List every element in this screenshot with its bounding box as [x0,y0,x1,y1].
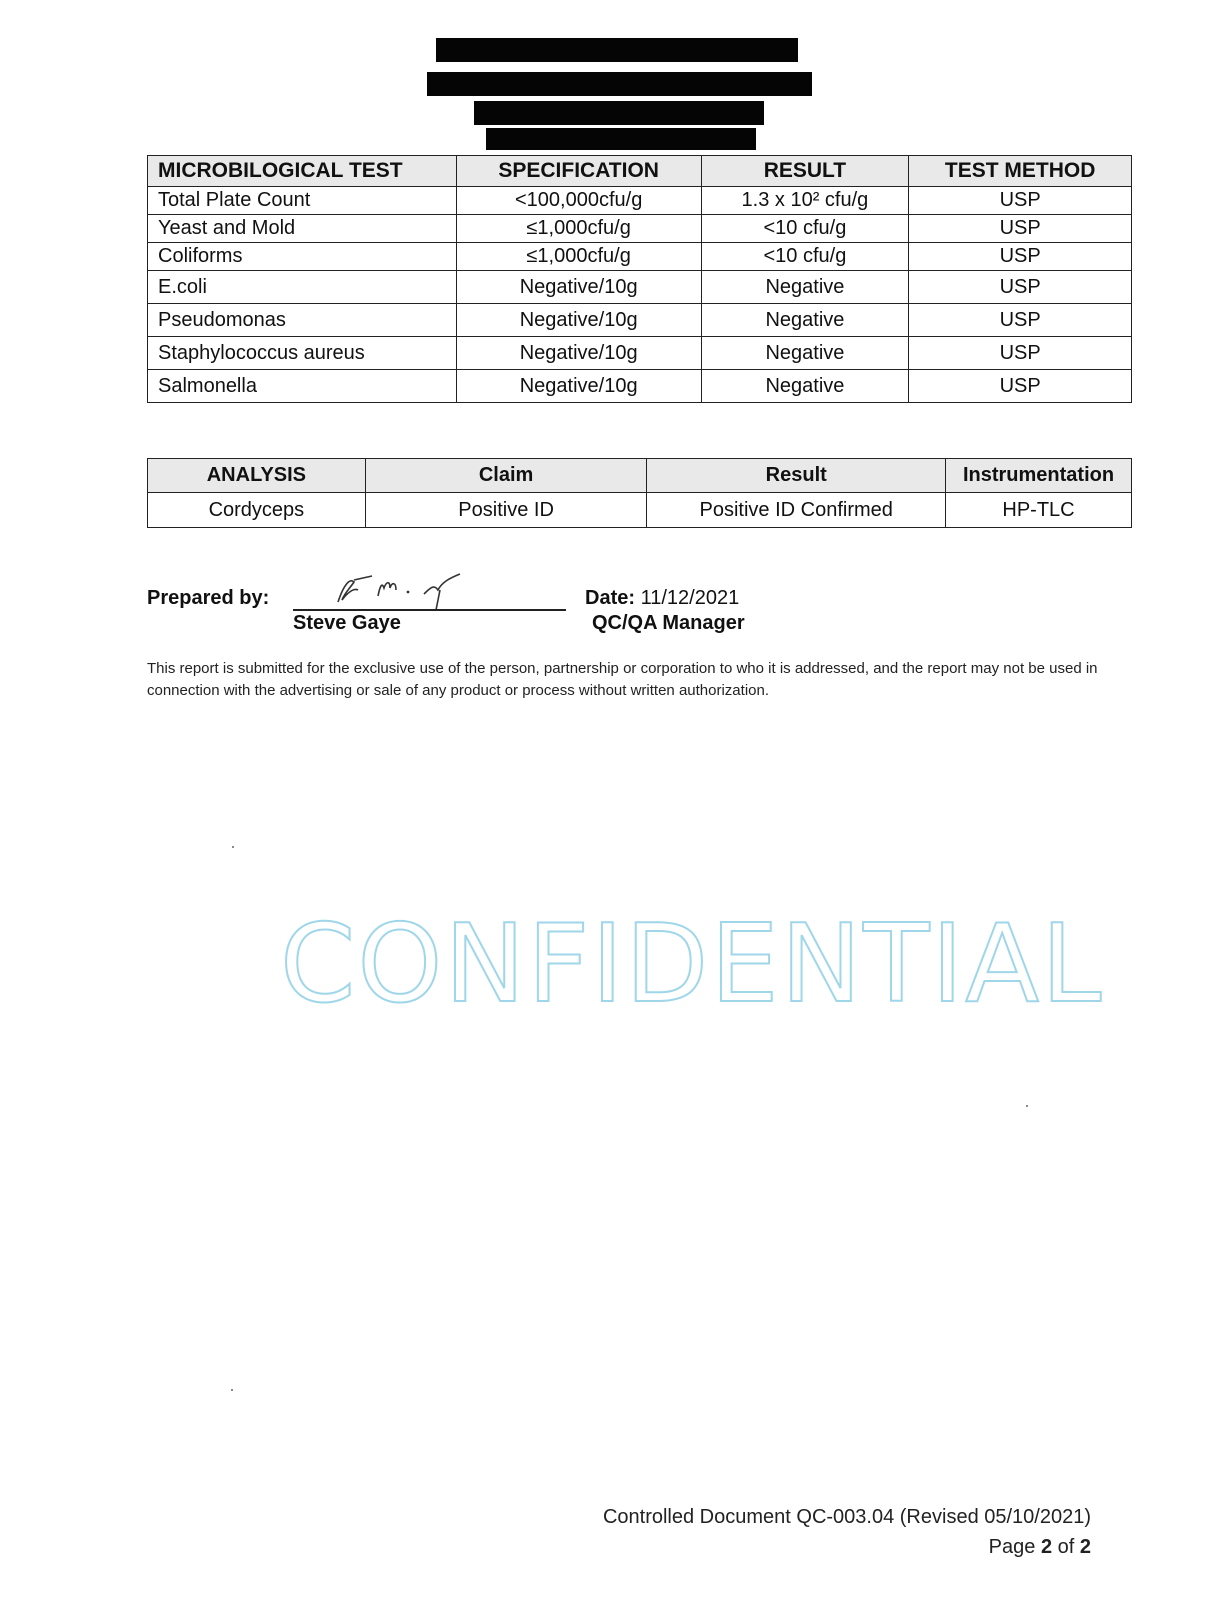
column-header-claim: Claim [365,459,647,493]
table-header-row [148,459,1132,493]
result-cell: Negative [701,304,909,337]
column-header-instrumentation: Instrumentation [946,459,1132,493]
test-name-cell: Coliforms [148,243,457,271]
test-method-cell: USP [909,370,1132,403]
result-cell: Negative [701,337,909,370]
specification-cell: Negative/10g [456,304,701,337]
scan-speck [232,846,234,848]
result-cell: Negative [701,370,909,403]
analysis-cell: Cordyceps [148,493,366,528]
scan-speck [231,1389,233,1391]
test-name-cell: E.coli [148,271,457,304]
redacted-address-line-2 [474,101,764,125]
result-cell: Positive ID Confirmed [647,493,946,528]
result-cell: 1.3 x 10² cfu/g [701,187,909,215]
result-cell: <10 cfu/g [701,215,909,243]
prepared-by-label: Prepared by: [147,587,270,609]
page-prefix: Page [988,1536,1036,1558]
test-method-cell: USP [909,187,1132,215]
specification-cell: <100,000cfu/g [456,187,701,215]
table-row [148,304,1132,337]
test-name-cell: Staphylococcus aureus [148,337,457,370]
result-cell: Negative [701,271,909,304]
specification-cell: Negative/10g [456,370,701,403]
preparer-title: QC/QA Manager [592,612,745,634]
table-row [148,271,1132,304]
page-current: 2 [1040,1536,1053,1558]
column-header-specification: SPECIFICATION [456,156,701,187]
test-name-cell: Total Plate Count [148,187,457,215]
page-total: 2 [1079,1536,1091,1558]
redacted-company-name [436,38,798,62]
test-method-cell: USP [909,215,1132,243]
page-number [989,1536,1091,1559]
date-block [585,587,739,610]
date-label: Date: [585,587,636,609]
redacted-address-line-1 [427,72,812,96]
scan-speck [1026,1105,1028,1107]
column-header-result: RESULT [701,156,909,187]
test-method-cell: USP [909,243,1132,271]
table-header-row [148,156,1132,187]
test-name-cell: Yeast and Mold [148,215,457,243]
confidential-watermark: CONFIDENTIAL [280,902,1104,1027]
test-method-cell: USP [909,304,1132,337]
signature-image [320,570,470,612]
page-of: of [1057,1536,1075,1558]
test-method-cell: USP [909,337,1132,370]
column-header-test-method: TEST METHOD [909,156,1132,187]
microbiological-test-table [147,155,1132,403]
specification-cell: ≤1,000cfu/g [456,215,701,243]
result-cell: <10 cfu/g [701,243,909,271]
instrumentation-cell: HP-TLC [946,493,1132,528]
test-name-cell: Salmonella [148,370,457,403]
date-value: 11/12/2021 [640,587,740,609]
table-row [148,215,1132,243]
table-row [148,337,1132,370]
analysis-table [147,458,1132,528]
table-row [148,370,1132,403]
claim-cell: Positive ID [365,493,647,528]
test-name-cell: Pseudomonas [148,304,457,337]
test-method-cell: USP [909,271,1132,304]
signature-line [293,609,566,611]
redacted-address-line-3 [486,128,756,150]
column-header-analysis: ANALYSIS [148,459,366,493]
specification-cell: ≤1,000cfu/g [456,243,701,271]
preparer-name: Steve Gaye [293,612,401,634]
column-header-test: MICROBILOGICAL TEST [148,156,457,187]
controlled-document-label: Controlled Document QC-003.04 (Revised 05/10/2021) [602,1506,1091,1528]
column-header-result: Result [647,459,946,493]
disclaimer-text: This report is submitted for the exclusive use of the person, partnership or corporation to who it is addressed, and the report may not be used in connection with the advertising or sale of any product or process without written authorization. [147,660,1098,699]
specification-cell: Negative/10g [456,271,701,304]
specification-cell: Negative/10g [456,337,701,370]
table-row [148,243,1132,271]
table-row [148,187,1132,215]
table-row [148,493,1132,528]
